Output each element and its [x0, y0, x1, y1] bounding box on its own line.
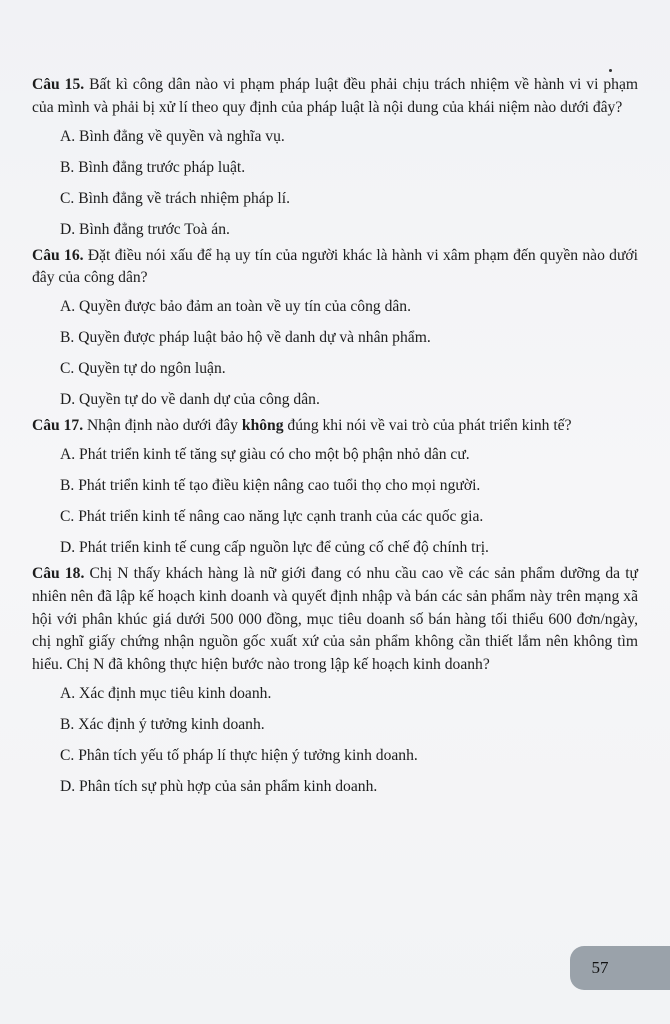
question-body: Bất kì công dân nào vi phạm pháp luật đều phải chịu trách nhiệm về hành vi vi phạm của mình và phải bị xử lí theo quy định của pháp luật là nội dung của khái niệm nào dưới đây?: [32, 76, 638, 116]
question-body: Đặt điều nói xấu để hạ uy tín của người khác là hành vi xâm phạm đến quyền nào dưới đây của công dân?: [32, 246, 639, 287]
option-a: A. Bình đẳng về quyền và nghĩa vụ.: [60, 127, 285, 145]
page-number-tab: [570, 946, 670, 990]
answer-options: [32, 126, 638, 245]
option-c: C. Phân tích yếu tố pháp lí thực hiện ý tưởng kinh doanh.: [60, 746, 418, 764]
question-list: [32, 74, 638, 807]
option-a: A. Phát triển kinh tế tăng sự giàu có cho một bộ phận nhỏ dân cư.: [60, 445, 470, 463]
question-15: [32, 74, 638, 245]
option-d: D. Bình đẳng trước Toà án.: [60, 220, 230, 238]
emphasis-word: không: [241, 417, 284, 435]
question-text: [32, 245, 638, 291]
question-number: Câu 18.: [32, 564, 85, 582]
option-b: B. Phát triển kinh tế tạo điều kiện nâng cao tuổi thọ cho mọi người.: [60, 476, 481, 494]
question-text: [32, 74, 638, 120]
option-d: D. Phân tích sự phù hợp của sản phẩm kinh doanh.: [60, 777, 378, 795]
question-text: [32, 415, 638, 438]
question-body-start: Nhận định nào dưới đây: [87, 417, 238, 435]
question-number: Câu 16.: [32, 246, 84, 264]
option-c: C. Quyền tự do ngôn luận.: [60, 360, 226, 378]
page-number: 57: [591, 958, 609, 977]
option-c: C. Bình đẳng về trách nhiệm pháp lí.: [60, 189, 290, 207]
answer-options: [32, 296, 638, 415]
answer-options: [32, 444, 638, 563]
question-18: [32, 563, 638, 807]
option-a: A. Xác định mục tiêu kinh doanh.: [60, 684, 272, 702]
question-number: Câu 15.: [32, 76, 85, 93]
question-body: Chị N thấy khách hàng là nữ giới đang có nhu cầu cao về các sản phẩm dưỡng da tự nhiên nên đã lập kế hoạch kinh doanh và quyết định nhập và bán các sản phẩm này trên mạng xã hội với phân khúc giá dưới 500 000 đồng, mục tiêu doanh số bán hàng tối thiểu 600 đơn/ngày, chị nghĩ giấy chứng nhận nguồn gốc xuất xứ của sản phẩm không cần thiết lắm nên không tìm hiểu. Chị N đã không thực hiện bước nào trong lập kế hoạch kinh doanh?: [32, 564, 638, 674]
option-d: D. Quyền tự do về danh dự của công dân.: [60, 391, 320, 409]
question-16: [32, 245, 638, 416]
question-17: [32, 415, 638, 563]
question-text: [32, 563, 638, 677]
answer-options: [32, 683, 638, 807]
ink-dot: [609, 69, 612, 72]
option-b: B. Bình đẳng trước pháp luật.: [60, 158, 246, 176]
option-c: C. Phát triển kinh tế nâng cao năng lực cạnh tranh của các quốc gia.: [60, 507, 484, 525]
question-body-end: đúng khi nói về vai trò của phát triển kinh tế?: [287, 417, 572, 435]
option-b: B. Xác định ý tưởng kinh doanh.: [60, 715, 265, 733]
option-b: B. Quyền được pháp luật bảo hộ về danh dự và nhân phẩm.: [60, 329, 431, 347]
option-a: A. Quyền được bảo đảm an toàn về uy tín của công dân.: [60, 298, 411, 316]
question-number: Câu 17.: [32, 417, 84, 435]
option-d: D. Phát triển kinh tế cung cấp nguồn lực để củng cố chế độ chính trị.: [60, 538, 489, 556]
